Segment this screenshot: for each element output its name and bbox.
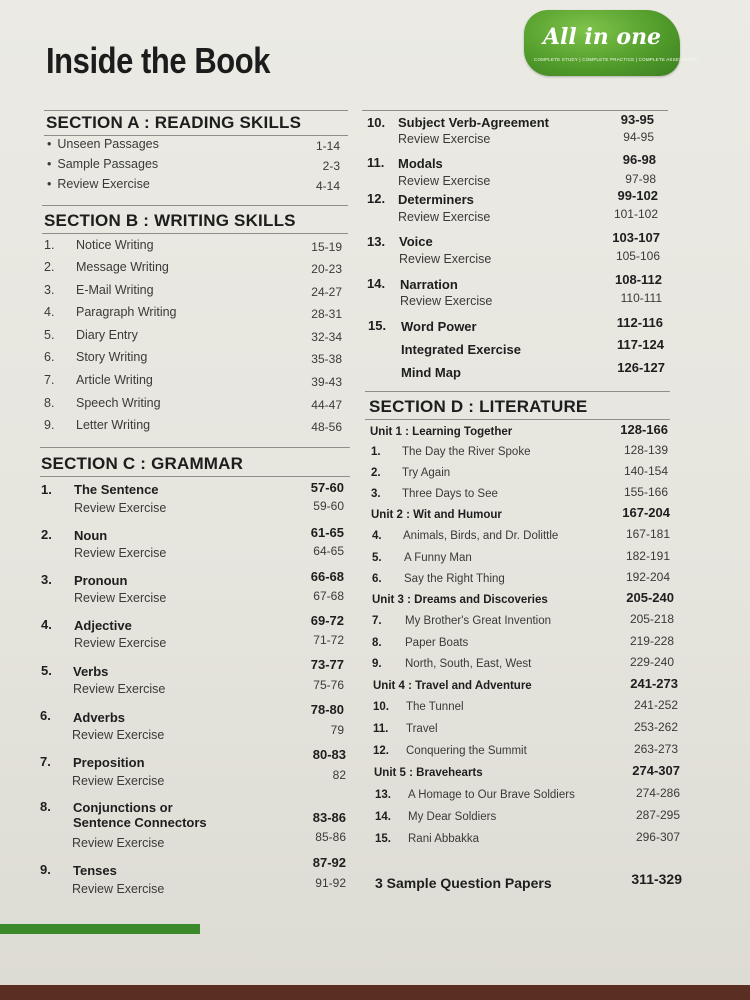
lesson-num: 11. — [373, 723, 389, 735]
section-c-num: 2. — [41, 527, 52, 542]
lesson-title: A Homage to Our Brave Soldiers — [408, 789, 575, 801]
section-c-page: 61-65 — [310, 525, 344, 540]
section-b-page: 28-31 — [311, 307, 342, 321]
review-page: 75-76 — [313, 678, 344, 692]
section-c-heading: SECTION C : GRAMMAR — [41, 454, 244, 473]
mind-map-page: 126-127 — [617, 360, 665, 375]
lesson-pages: 274-286 — [635, 786, 680, 800]
lesson-pages: 128-139 — [623, 443, 668, 457]
section-c-num: 8. — [40, 799, 51, 814]
section-c-num: 4. — [41, 617, 52, 632]
section-b-page: 44-47 — [311, 398, 342, 412]
lesson-title: The Day the River Spoke — [402, 446, 531, 458]
lesson-pages: 229-240 — [629, 655, 674, 669]
section-b-num: 1. — [44, 238, 55, 252]
review-exercise: Review Exercise — [398, 174, 491, 188]
lesson-num: 10. — [373, 701, 389, 713]
review-exercise: Review Exercise — [72, 728, 165, 742]
unit-title: Unit 2 : Wit and Humour — [371, 509, 502, 521]
review-exercise: Review Exercise — [400, 294, 493, 308]
section-b-page: 39-43 — [311, 375, 342, 389]
section-b-item: Notice Writing — [76, 238, 154, 252]
review-exercise: Review Exercise — [398, 132, 491, 146]
section-c-page: 96-98 — [622, 152, 656, 167]
section-c-topic: Narration — [400, 277, 458, 292]
section-b-page: 24-27 — [311, 285, 342, 299]
section-c-page: 80-83 — [312, 747, 346, 762]
section-c-page: 99-102 — [617, 188, 658, 203]
review-exercise: Review Exercise — [398, 210, 491, 224]
unit-title: Unit 5 : Bravehearts — [374, 767, 483, 779]
section-c-topic: The Sentence — [74, 482, 159, 497]
section-c-topic: Voice — [399, 234, 433, 249]
section-c-page: 103-107 — [612, 230, 660, 245]
section-c-topic: Adverbs — [73, 710, 126, 725]
mind-map: Mind Map — [401, 365, 461, 380]
section-b-page: 15-19 — [311, 240, 342, 254]
section-c-page: 93-95 — [620, 112, 654, 127]
section-c-page: 83-86 — [312, 810, 346, 825]
lesson-pages: 253-262 — [633, 720, 678, 734]
section-c-topic: Modals — [398, 156, 443, 171]
review-exercise: Review Exercise — [72, 882, 165, 896]
lesson-title: The Tunnel — [406, 701, 464, 713]
lesson-num: 1. — [371, 446, 381, 458]
lesson-num: 5. — [372, 552, 382, 564]
lesson-pages: 182-191 — [625, 549, 670, 563]
integrated-exercise: Integrated Exercise — [401, 342, 521, 357]
lesson-title: Paper Boats — [405, 637, 469, 649]
section-b-item: Diary Entry — [76, 328, 138, 342]
review-page: 105-106 — [615, 249, 660, 263]
unit-pages: 205-240 — [626, 590, 674, 605]
lesson-num: 4. — [372, 530, 382, 542]
lesson-num: 12. — [373, 745, 389, 757]
unit-pages: 241-273 — [630, 676, 678, 691]
review-exercise: Review Exercise — [72, 836, 165, 850]
section-c-num: 13. — [367, 234, 386, 249]
lesson-pages: 205-218 — [629, 612, 674, 626]
section-c-num: 3. — [41, 572, 52, 587]
lesson-title: Say the Right Thing — [404, 573, 505, 585]
review-page: 59-60 — [313, 499, 344, 513]
review-exercise: Review Exercise — [72, 774, 165, 788]
section-b-num: 5. — [44, 328, 55, 342]
review-page: 94-95 — [623, 130, 654, 144]
lesson-num: 15. — [375, 833, 391, 845]
section-b-num: 2. — [44, 260, 55, 274]
lesson-num: 9. — [372, 658, 382, 670]
review-page: 85-86 — [315, 830, 346, 844]
unit-pages: 274-307 — [632, 763, 680, 778]
section-c-num: 7. — [40, 754, 51, 769]
section-c-topic: Subject Verb-Agreement — [398, 115, 549, 130]
section-c-page: 87-92 — [312, 855, 346, 870]
lesson-num: 2. — [371, 467, 381, 479]
section-d-heading: SECTION D : LITERATURE — [369, 397, 588, 416]
section-a-bottom-rule — [44, 135, 348, 136]
review-page: 97-98 — [625, 172, 656, 186]
unit-title: Unit 1 : Learning Together — [370, 426, 513, 438]
review-page: 64-65 — [313, 544, 344, 558]
lesson-title: My Dear Soldiers — [408, 811, 497, 823]
sample-papers-pages: 311-329 — [631, 871, 682, 887]
section-a-page: 4-14 — [315, 179, 340, 193]
section-a-heading: SECTION A : READING SKILLS — [46, 113, 302, 132]
logo-tagline: COMPLETE STUDY | COMPLETE PRACTICE | COMPLETE ASSESSMENT — [534, 57, 699, 62]
section-b-item: Speech Writing — [76, 396, 161, 410]
section-c-page: 112-116 — [616, 315, 663, 330]
section-c-num: 14. — [367, 276, 386, 291]
section-c-topic: Word Power — [401, 319, 477, 334]
section-c-topic: Verbs — [73, 664, 109, 679]
lesson-pages: 263-273 — [633, 742, 678, 756]
section-b-item: Letter Writing — [76, 418, 151, 432]
section-a-page: 2-3 — [322, 159, 340, 173]
lesson-num: 6. — [372, 573, 382, 585]
lesson-title: Three Days to See — [402, 488, 498, 500]
right-column-top-rule — [362, 110, 668, 111]
section-c-topic: Noun — [74, 528, 108, 543]
lesson-pages: 192-204 — [625, 570, 670, 584]
section-c-topic: Preposition — [73, 755, 145, 770]
section-c-num: 6. — [40, 708, 51, 723]
lesson-pages: 219-228 — [629, 634, 674, 648]
lesson-title: Rani Abbakka — [408, 833, 479, 845]
review-page: 91-92 — [315, 876, 346, 890]
unit-pages: 167-204 — [622, 505, 670, 520]
section-c-page: 69-72 — [310, 613, 344, 628]
section-b-page: 48-56 — [311, 420, 342, 434]
section-b-num: 3. — [44, 283, 55, 297]
section-d-top-rule — [365, 391, 670, 392]
green-footer-bar — [0, 924, 200, 934]
section-b-num: 9. — [44, 418, 55, 432]
review-page: 67-68 — [313, 589, 344, 603]
section-b-top-rule — [42, 205, 348, 206]
section-b-item: Message Writing — [76, 260, 169, 274]
logo-text: All in one — [542, 24, 662, 50]
lesson-num: 7. — [372, 615, 382, 627]
lesson-title: A Funny Man — [404, 552, 472, 564]
section-b-page: 20-23 — [311, 262, 342, 276]
review-page: 82 — [332, 768, 346, 782]
review-page: 71-72 — [313, 633, 344, 647]
section-a-top-rule — [44, 110, 348, 111]
review-page: 110-111 — [620, 291, 662, 305]
section-b-num: 8. — [44, 396, 55, 410]
section-a-item: • Sample Passages — [47, 157, 158, 171]
review-exercise: Review Exercise — [73, 682, 166, 696]
section-c-num: 9. — [40, 862, 51, 877]
section-c-num: 12. — [367, 191, 386, 206]
lesson-title: Conquering the Summit — [406, 745, 527, 757]
section-b-num: 4. — [44, 305, 55, 319]
lesson-title: Travel — [406, 723, 438, 735]
section-a-page: 1-14 — [315, 139, 340, 153]
section-b-page: 32-34 — [311, 330, 342, 344]
section-c-page: 108-112 — [615, 272, 662, 287]
section-b-bottom-rule — [42, 233, 348, 234]
integrated-exercise-page: 117-124 — [617, 337, 664, 352]
lesson-pages: 287-295 — [635, 808, 680, 822]
sample-papers: 3 Sample Question Papers — [375, 875, 552, 891]
lesson-title: My Brother's Great Invention — [405, 615, 552, 627]
review-exercise: Review Exercise — [74, 636, 167, 650]
section-c-num: 5. — [41, 663, 52, 678]
section-a-item: • Unseen Passages — [47, 137, 159, 151]
section-c-page: 66-68 — [310, 569, 344, 584]
section-b-heading: SECTION B : WRITING SKILLS — [44, 211, 296, 230]
section-c-topic: Adjective — [74, 618, 132, 633]
review-exercise: Review Exercise — [74, 591, 167, 605]
section-b-page: 35-38 — [311, 352, 342, 366]
lesson-title: Try Again — [402, 467, 451, 479]
section-c-topic-line2: Sentence Connectors — [73, 815, 207, 830]
lesson-title: Animals, Birds, and Dr. Dolittle — [403, 530, 559, 542]
brand-logo — [524, 10, 699, 76]
lesson-pages: 155-166 — [623, 485, 668, 499]
section-c-topic: Pronoun — [74, 573, 128, 588]
section-c-num: 15. — [368, 318, 387, 333]
lesson-num: 14. — [375, 811, 391, 823]
section-b-num: 6. — [44, 350, 55, 364]
section-c-topic: Tenses — [73, 863, 117, 878]
section-b-item: E-Mail Writing — [76, 283, 154, 297]
section-b-num: 7. — [44, 373, 55, 387]
lesson-pages: 167-181 — [625, 527, 670, 541]
section-a-item: • Review Exercise — [47, 177, 150, 191]
section-c-topic: Conjunctions or — [73, 800, 173, 815]
section-c-bottom-rule — [40, 476, 350, 477]
section-c-page: 73-77 — [310, 657, 344, 672]
section-c-num: 1. — [41, 482, 52, 497]
section-c-page: 78-80 — [310, 702, 344, 717]
lesson-pages: 241-252 — [633, 698, 678, 712]
section-b-item: Paragraph Writing — [76, 305, 177, 319]
section-c-page: 57-60 — [310, 480, 344, 495]
review-page: 101-102 — [613, 207, 658, 221]
page-title: Inside the Book — [46, 40, 271, 81]
lesson-pages: 140-154 — [623, 464, 668, 478]
unit-title: Unit 3 : Dreams and Discoveries — [372, 594, 548, 606]
section-d-bottom-rule — [365, 419, 670, 420]
lesson-num: 13. — [375, 789, 391, 801]
section-c-top-rule — [40, 447, 350, 448]
lesson-pages: 296-307 — [635, 830, 680, 844]
lesson-num: 3. — [371, 488, 381, 500]
review-page: 79 — [330, 723, 344, 737]
section-c-num: 11. — [367, 155, 385, 170]
unit-title: Unit 4 : Travel and Adventure — [373, 680, 532, 692]
section-c-num: 10. — [367, 115, 386, 130]
review-exercise: Review Exercise — [74, 546, 167, 560]
section-b-item: Story Writing — [76, 350, 148, 364]
section-c-topic: Determiners — [398, 192, 474, 207]
lesson-title: North, South, East, West — [405, 658, 532, 670]
lesson-num: 8. — [372, 637, 382, 649]
review-exercise: Review Exercise — [74, 501, 167, 515]
review-exercise: Review Exercise — [399, 252, 492, 266]
unit-pages: 128-166 — [620, 422, 668, 437]
section-b-item: Article Writing — [76, 373, 153, 387]
